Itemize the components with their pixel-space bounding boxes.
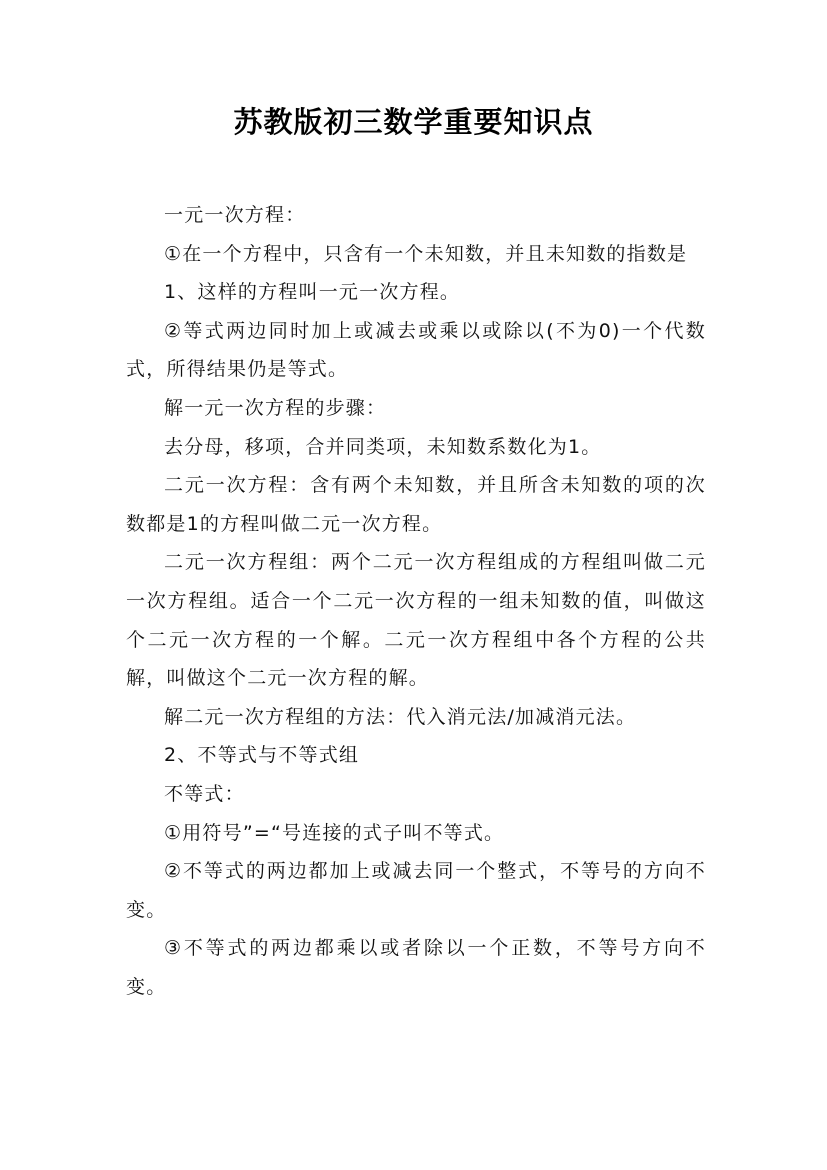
paragraph: 去分母，移项，合并同类项，未知数系数化为1。: [164, 435, 602, 458]
paragraph: 二元一次方程：含有两个未知数，并且所含未知数的项的次数都是1的方程叫做二元一次方程。: [126, 474, 706, 535]
paragraph: 不等式：: [164, 782, 245, 805]
document-title: 苏教版初三数学重要知识点: [233, 105, 594, 139]
paragraph: 一元一次方程：: [164, 204, 306, 226]
paragraph: ①在一个方程中，只含有一个未知数，并且未知数的指数是: [164, 242, 688, 265]
paragraph: 1、这样的方程叫一元一次方程。: [164, 281, 461, 304]
paragraph: 解二元一次方程组的方法：代入消元法/加减消元法。: [164, 705, 637, 728]
paragraph: 2、不等式与不等式组: [164, 744, 360, 767]
paragraph: ①用符号”=“号连接的式子叫不等式。: [164, 821, 505, 844]
paragraph: ③不等式的两边都乘以或者除以一个正数，不等号方向不变。: [126, 937, 706, 998]
document-body: [126, 196, 706, 1006]
paragraph: 二元一次方程组：两个二元一次方程组成的方程组叫做二元一次方程组。适合一个二元一次方程的一组未知数的值，叫做这个二元一次方程的一个解。二元一次方程组中各个方程的公共解，叫做这个二元一次方程的解。: [126, 551, 706, 690]
paragraph: ②等式两边同时加上或减去或乘以或除以(不为0)一个代数式，所得结果仍是等式。: [126, 319, 706, 381]
paragraph: 解一元一次方程的步骤：: [164, 396, 387, 419]
paragraph: ②不等式的两边都加上或减去同一个整式，不等号的方向不变。: [126, 860, 706, 921]
